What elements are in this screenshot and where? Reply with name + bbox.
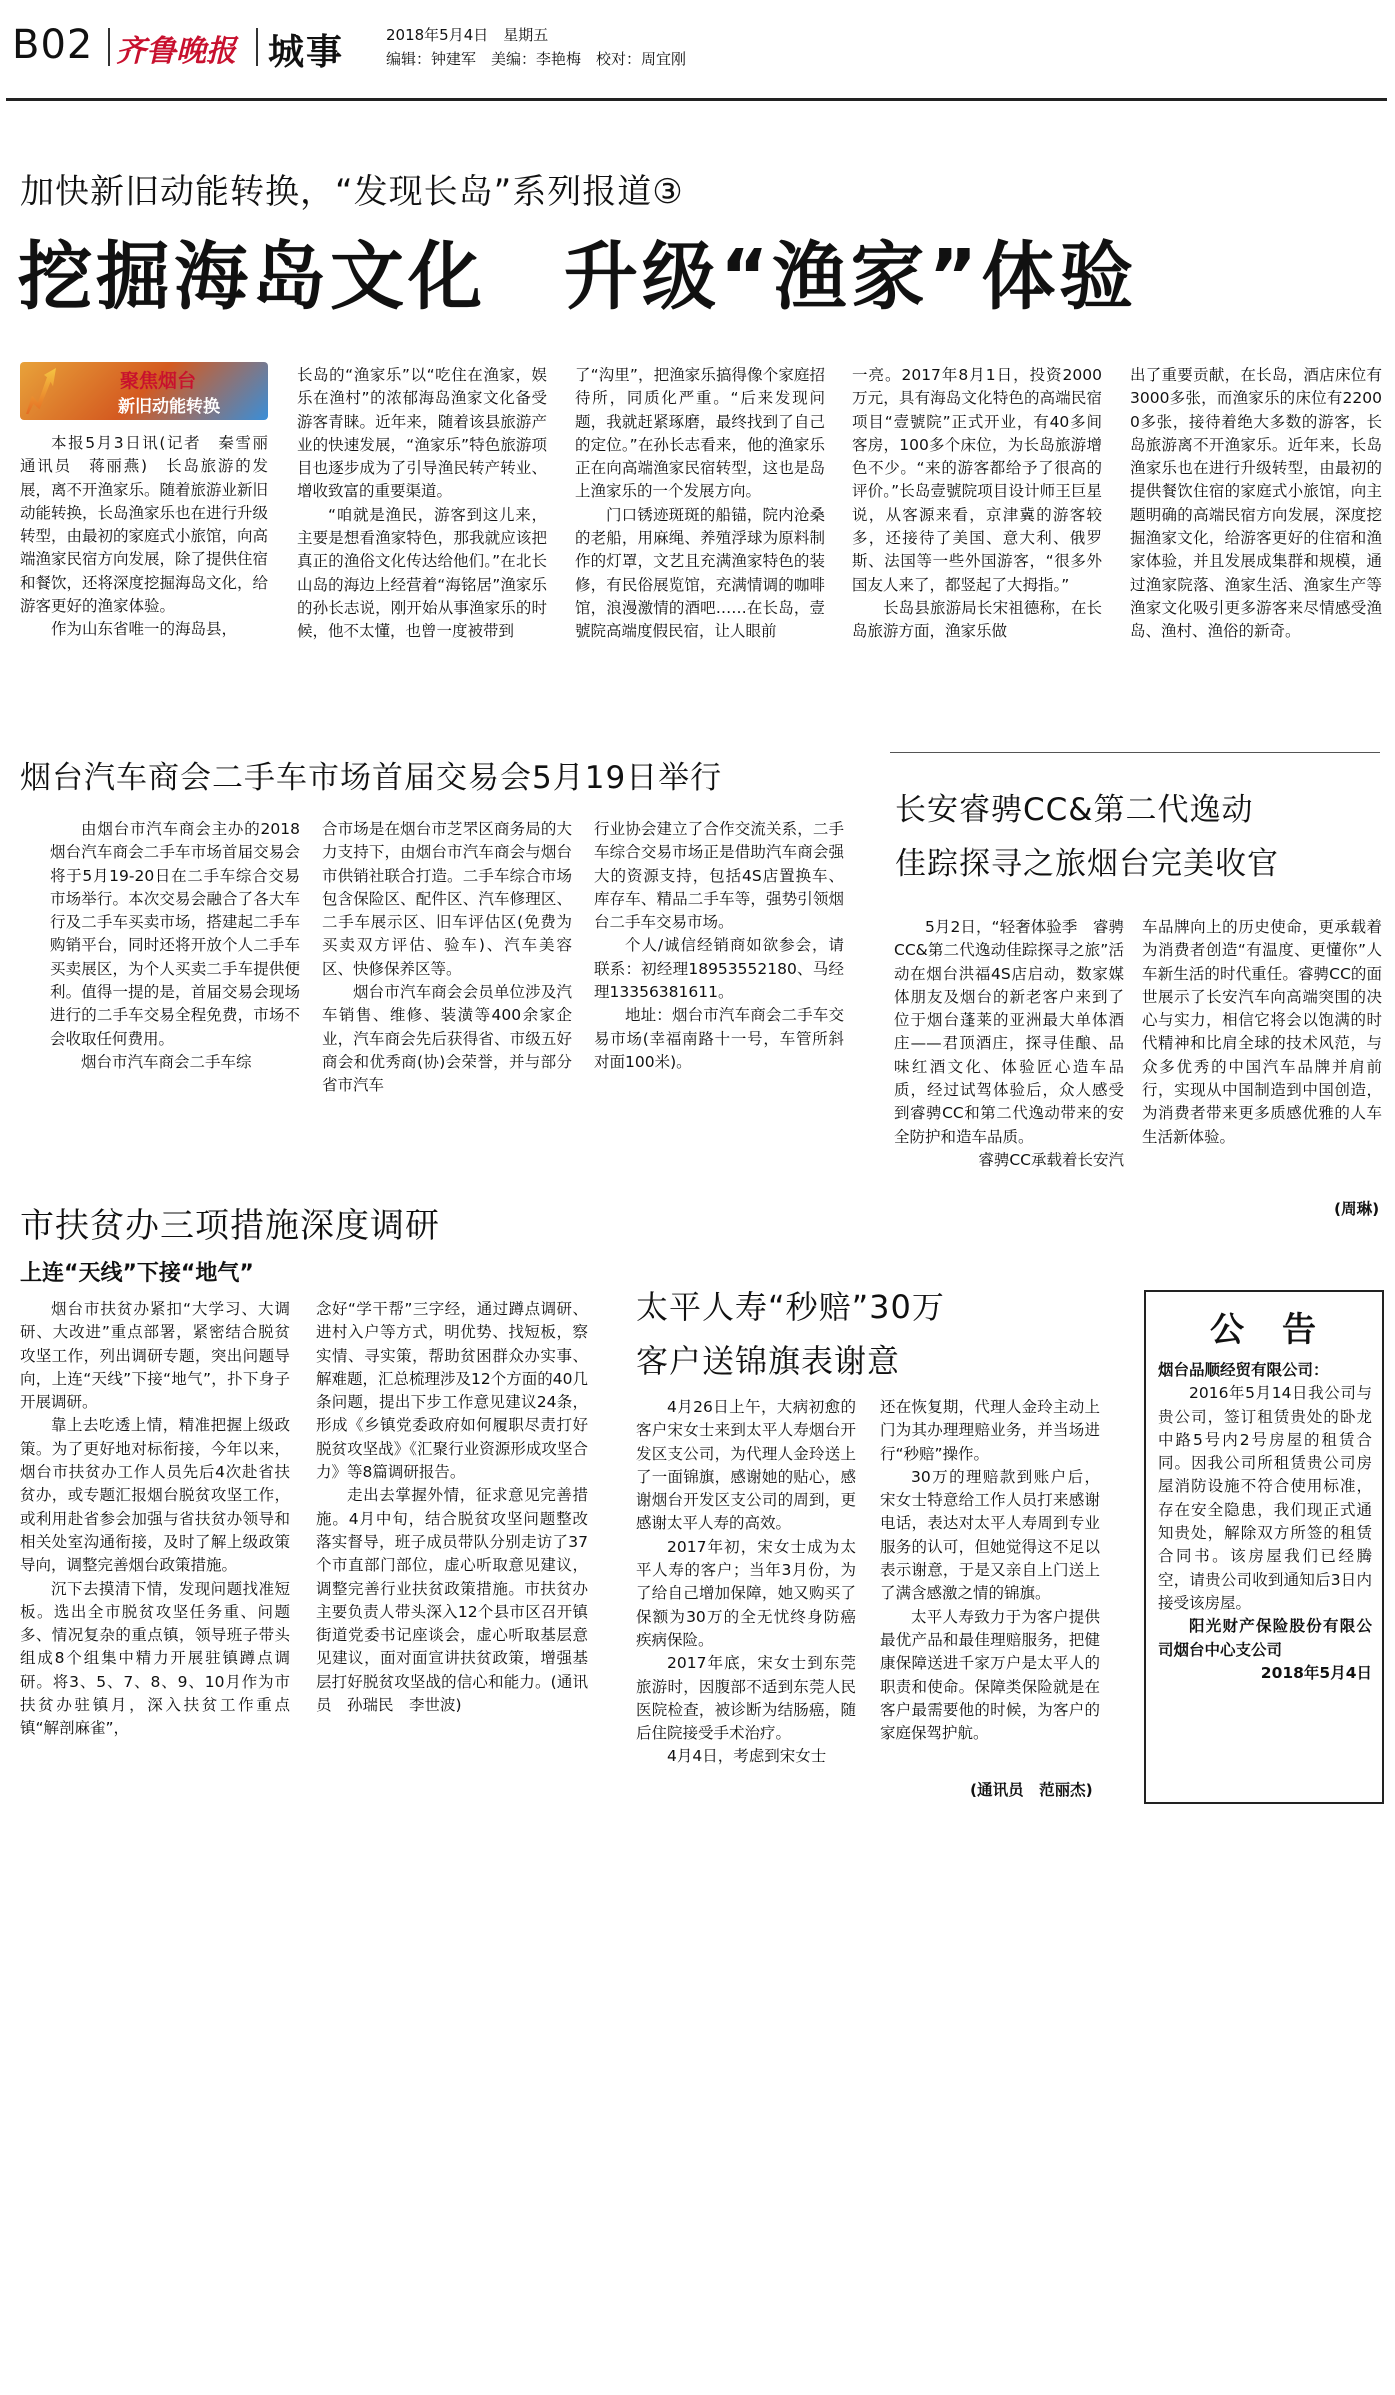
- notice-title: 公 告: [1210, 1310, 1318, 1350]
- notice-addressee: 烟台品顺经贸有限公司：: [1158, 1361, 1329, 1379]
- chart-arrow-icon: [26, 368, 56, 414]
- masthead-separator: [256, 28, 258, 66]
- paragraph: 4月4日，考虑到宋女士: [667, 1747, 827, 1766]
- insurance-byline: (通讯员 范丽杰): [970, 1781, 1093, 1799]
- feature-logo: [20, 362, 268, 420]
- section-name: 城事: [268, 32, 345, 73]
- paragraph: 长岛县旅游局长宋祖德称，在长岛旅游方面，渔家乐做: [852, 598, 1102, 641]
- paragraph: 走出去掌握外情，征求意见完善措施。4月中旬，结合脱贫攻坚问题整改落实督导，班子成员带队分别走访了37个市直部门部位，虚心听取意见建议，调整完善行业扶贫政策措施。市扶贫办主要负责人带头深入12个县市区召开镇街道党委书记座谈会，虚心听取基层意见建议，面对面宣讲扶贫政策，增强基层打好脱贫攻坚战的信心和能力。(通讯员 孙瑞民 李世波): [316, 1486, 588, 1715]
- poverty-column-1: [20, 1298, 290, 1741]
- insurance-title-line2: 客户送锦旗表谢意: [636, 1342, 901, 1380]
- paragraph: 本报5月3日讯(记者 秦雪丽 通讯员 蒋丽燕) 长岛旅游的发展，离不开渔家乐。随着旅游业新旧动能转换，长岛渔家乐也在进行升级转型，由最初的家庭式小旅馆，向高端渔家民宿方向发展，除了提供住宿和餐饮，还将深度挖掘海岛文化，给游客更好的渔家体验。: [20, 434, 284, 616]
- poverty-title: 市扶贫办三项措施深度调研: [20, 1206, 440, 1246]
- lead-column-5: [1130, 364, 1382, 644]
- lead-column-3: [575, 364, 825, 644]
- changan-byline: (周琳): [1334, 1200, 1380, 1218]
- paragraph: 地址：烟台市汽车商会二手车交易市场(幸福南路十一号，车管所斜对面100米)。: [594, 1006, 844, 1071]
- car-fair-column-2: [322, 818, 572, 1098]
- notice-box: [1144, 1290, 1384, 1804]
- paragraph: 5月2日，“轻奢体验季 睿骋CC&第二代逸动佳踪探寻之旅”活动在烟台洪福4S店启动，数家媒体朋友及烟台的新老客户来到了位于烟台蓬莱的亚洲最大单体酒庄——君顶酒庄，探寻佳酿、品味红酒文化、体验匠心造车品质，经过试驾体验后，众人感受到睿骋CC和第二代逸动带来的安全防护和造车品质。: [894, 918, 1124, 1146]
- lead-headline: 挖掘海岛文化 升级“渔家”体验: [18, 234, 1138, 320]
- changan-column-2: [1142, 916, 1382, 1149]
- paragraph: 烟台市扶贫办紧扣“大学习、大调研、大改进”重点部署，紧密结合脱贫攻坚工作，列出调研专题，突出问题导向，上连“天线”下接“地气”，扑下身子开展调研。: [20, 1300, 290, 1412]
- notice-date: 2018年5月4日: [1260, 1663, 1372, 1682]
- paragraph: 作为山东省唯一的海岛县，: [51, 620, 238, 639]
- notice-signature: 阳光财产保险股份有限公司烟台中心支公司: [1158, 1617, 1372, 1659]
- changan-column-1: [894, 916, 1124, 1172]
- paragraph: 长岛的“渔家乐”以“吃住在渔家，娱乐在渔村”的浓郁海岛渔家文化备受游客青睐。近年来，随着该县旅游产业的快速发展，“渔家乐”特色旅游项目也逐步成为了引导渔民转产转业、增收致富的重要渠道。: [297, 366, 547, 501]
- paragraph: 4月26日上午，大病初愈的客户宋女士来到太平人寿烟台开发区支公司，为代理人金玲送上了一面锦旗，感谢她的贴心，感谢烟台开发区支公司的周到，更感谢太平人寿的高效。: [636, 1398, 856, 1533]
- paragraph: 烟台市汽车商会二手车综: [81, 1052, 252, 1071]
- paragraph: 出了重要贡献，在长岛，酒店床位有3000多张，而渔家乐的床位有22000多张，接待着绝大多数的游客，长岛旅游离不开渔家乐。近年来，长岛渔家乐也在进行升级转型，由最初的提供餐饮住宿的家庭式小旅馆，向主题明确的高端民宿方向发展，深度挖掘渔家文化，给游客更好的住宿和渔家体验，并且发展成集群和规模，通过渔家院落、渔家生活、渔家生产等渔家文化吸引更多游客来尽情感受渔岛、渔村、渔俗的新奇。: [1130, 366, 1382, 641]
- paper-logo: 齐鲁晚报: [116, 34, 236, 69]
- paragraph: 门口锈迹斑斑的船锚，院内沧桑的老船，用麻绳、养殖浮球为原料制作的灯罩，文艺且充满渔家特色的装修，有民俗展览馆，充满情调的咖啡馆，浪漫激情的酒吧……在长岛，壹號院高端度假民宿，让人眼前: [575, 505, 825, 641]
- insurance-column-2: [880, 1396, 1100, 1745]
- editors-line: 编辑：钟建军 美编：李艳梅 校对：周宜刚: [386, 50, 687, 68]
- changan-title-line2: 佳踪探寻之旅烟台完美收官: [895, 846, 1279, 882]
- lead-column-1: [20, 432, 284, 642]
- lead-column-4: [852, 364, 1102, 644]
- lead-kicker: 加快新旧动能转换，“发现长岛”系列报道③: [20, 172, 684, 212]
- paragraph: 2017年底，宋女士到东莞旅游时，因腹部不适到东莞人民医院检查，被诊断为结肠癌，随后住院接受手术治疗。: [636, 1654, 856, 1743]
- insurance-title-line1: 太平人寿“秒赔”30万: [636, 1288, 945, 1326]
- logo-line1: 聚焦烟台: [120, 370, 197, 392]
- paragraph: 一亮。2017年8月1日，投资2000万元，具有海岛文化特色的高端民宿项目“壹號院”正式开业，有40多间客房，100多个床位，为长岛旅游增色不少。“来的游客都给予了很高的评价。”长岛壹號院项目设计师王巨星说，从客源来看，京津冀的游客较多，还接待了美国、意大利、俄罗斯、法国等一些外国游客，“很多外国友人来了，都竖起了大拇指。”: [852, 366, 1102, 594]
- paragraph: 合市场是在烟台市芝罘区商务局的大力支持下，由烟台市汽车商会与烟台市供销社联合打造。二手车综合市场包含保险区、配件区、汽车修理区、二手车展示区、旧车评估区(免费为买卖双方评估、验车)、汽车美容区、快修保养区等。: [322, 820, 572, 978]
- paragraph: 30万的理赔款到账户后，宋女士特意给工作人员打来感谢电话，表达对太平人寿周到专业服务的认可，但她觉得这不足以表示谢意，于是又亲自上门送上了满含感激之情的锦旗。: [880, 1467, 1100, 1603]
- masthead-rule: [6, 98, 1387, 101]
- paragraph: 了“沟里”，把渔家乐搞得像个家庭招待所，同质化严重。“后来发现问题，我就赶紧琢磨，最终找到了自己的定位。”在孙长志看来，他的渔家乐正在向高端渔家民宿转型，这也是岛上渔家乐的一个发展方向。: [575, 366, 825, 501]
- car-fair-column-1: [50, 818, 300, 1074]
- poverty-subtitle: 上连“天线”下接“地气”: [20, 1261, 254, 1286]
- date-line: 2018年5月4日 星期五: [386, 26, 549, 44]
- notice-body: [1146, 1351, 1382, 1685]
- car-fair-title: 烟台汽车商会二手车市场首届交易会5月19日举行: [20, 760, 723, 796]
- paragraph: 行业协会建立了合作交流关系，二手车综合交易市场正是借助汽车商会强大的资源支持，包括4S店置换车、库存车、精品二手车等，强势引领烟台二手车交易市场。: [594, 820, 844, 932]
- paragraph: 还在恢复期，代理人金玲主动上门为其办理理赔业务，并当场进行“秒赔”操作。: [880, 1398, 1100, 1463]
- paragraph: 太平人寿致力于为客户提供最优产品和最佳理赔服务，把健康保障送进千家万户是太平人的职责和使命。保障类保险就是在客户最需要他的时候，为客户的家庭保驾护航。: [880, 1607, 1100, 1743]
- paragraph: 由烟台市汽车商会主办的2018烟台汽车商会二手车市场首届交易会将于5月19-20日在二手车综合交易市场举行。本次交易会融合了各大车行及二手车买卖市场，搭建起二手车购销平台，同时还将开放个人二手车买卖展区，为个人买卖二手车提供便利。值得一提的是，首届交易会现场进行的二手车交易全程免费，市场不会收取任何费用。: [50, 820, 300, 1048]
- poverty-column-2: [316, 1298, 588, 1717]
- paragraph: 烟台市汽车商会会员单位涉及汽车销售、维修、装潢等400余家企业，汽车商会先后获得省、市级五好商会和优秀商(协)会荣誉，并与部分省市汽车: [322, 983, 572, 1095]
- notice-text: 2016年5月14日我公司与贵公司，签订租赁贵处的卧龙中路5号内2号房屋的租赁合同。因我公司所租赁贵公司房屋消防设施不符合使用标准，存在安全隐患，我们现正式通知贵处，解除双方所签的租赁合同书。该房屋我们已经腾空，请贵公司收到通知后3日内接受该房屋。: [1158, 1384, 1372, 1612]
- changan-title-line1: 长安睿骋CC&第二代逸动: [895, 792, 1254, 828]
- paragraph: 车品牌向上的历史使命，更承载着为消费者创造“有温度、更懂你”人车新生活的时代重任。睿骋CC的面世展示了长安汽车向高端突围的决心与实力，相信它将会以饱满的时代精神和比肩全球的技术风范，与众多优秀的中国汽车品牌并肩前行，实现从中国制造到中国创造，为消费者带来更多质感优雅的人车生活新体验。: [1142, 918, 1382, 1146]
- lead-column-2: [297, 364, 547, 644]
- paragraph: 2017年初，宋女士成为太平人寿的客户；当年3月份，为了给自己增加保障，她又购买了保额为30万的全无忧终身防癌疾病保险。: [636, 1537, 856, 1649]
- car-fair-column-3: [594, 818, 844, 1074]
- paragraph: 靠上去吃透上情，精准把握上级政策。为了更好地对标衔接，今年以来，烟台市扶贫办工作人员先后4次赴省扶贫办，或专题汇报烟台脱贫攻坚工作，或利用赴省参会加强与省扶贫办领导和相关处室沟通衔接，及时了解上级政策导向，调整完善烟台政策措施。: [20, 1416, 290, 1575]
- page-number: B02: [12, 22, 94, 68]
- paragraph: 念好“学干帮”三字经，通过蹲点调研、进村入户等方式，明优势、找短板，察实情、寻实策，帮助贫困群众办实事、解难题，汇总梳理涉及12个方面的40几条问题，提出下步工作意见建议24条，形成《乡镇党委政府如何履职尽责打好脱贫攻坚战》《汇聚行业资源形成攻坚合力》等8篇调研报告。: [316, 1300, 588, 1482]
- paragraph: “咱就是渔民，游客到这儿来，主要是想看渔家特色，那我就应该把真正的渔俗文化传达给他们。”在北长山岛的海边上经营着“海铭居”渔家乐的孙长志说，刚开始从事渔家乐的时候，他不太懂，也曾一度被带到: [297, 505, 547, 641]
- logo-line2: 新旧动能转换: [118, 397, 220, 417]
- paragraph: 睿骋CC承载着长安汽: [978, 1150, 1124, 1169]
- masthead-separator: [108, 28, 110, 66]
- paragraph: 个人/诚信经销商如欲参会，请联系：初经理18953552180、马经理13356381611。: [594, 936, 844, 1002]
- changan-top-rule: [890, 752, 1380, 753]
- paragraph: 沉下去摸清下情，发现问题找准短板。选出全市脱贫攻坚任务重、问题多、情况复杂的重点镇，领导班子带头组成8个组集中精力开展驻镇蹲点调研。将3、5、7、8、9、10月作为市扶贫办驻镇月，深入扶贫工作重点镇“解剖麻雀”，: [20, 1579, 290, 1738]
- insurance-column-1: [636, 1396, 856, 1769]
